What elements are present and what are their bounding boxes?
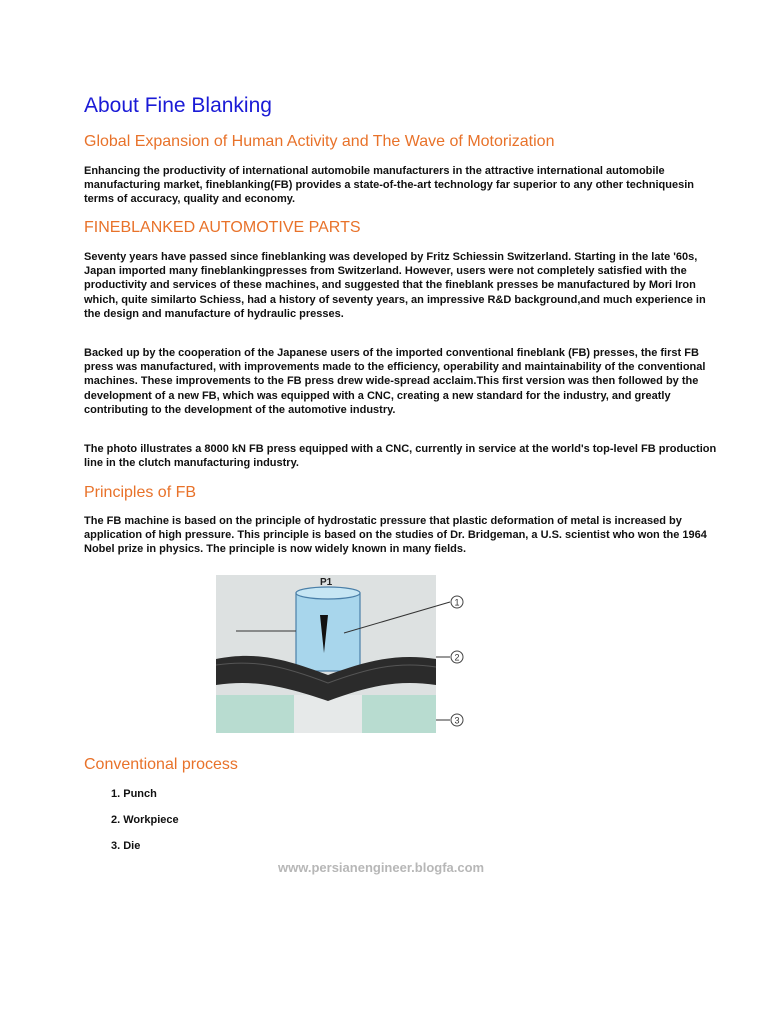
list-item: 1. Punch	[111, 788, 157, 800]
list-item: 3. Die	[111, 840, 141, 852]
section-heading-global-expansion: Global Expansion of Human Activity and The Wave of Motorization	[84, 133, 555, 150]
section-heading-conventional-process: Conventional process	[84, 756, 238, 773]
paragraph-cooperation: Backed up by the cooperation of the Japanese users of the imported conventional fineblank (FB) presses, the first FB press was manufactured, with improvements made to the efficiency, operability and maintainability of the conventional machines. These improvements to the FB press drew wide-spread acclaim.This first version was then followed by the development of a new FB, which was equipped with a CNC, creating a new standard for the industry, and greatly contributing to the development of the automotive industry.	[84, 347, 706, 416]
paragraph-history: Seventy years have passed since fineblanking was developed by Fritz Schiessin Switzerland. Starting in the late '60s, Japan imported many fineblankingpresses from Switzerland. However, users were not completely satisfied with the productivity and services of these machines, and suggested that the fineblank presses be manufactured by Mori Iron which, quite similarto Schiess, had a history of seventy years, an impressive R&D background,and much experience in the design and manufacture of hydraulic presses.	[84, 251, 706, 320]
section-heading-principles: Principles of FB	[84, 484, 197, 501]
paragraph-intro: Enhancing the productivity of international automobile manufacturers in the attractive international automobile manufacturing market, fineblanking(FB) provides a state-of-the-art technology far superior to any other techniquesin terms of accuracy, quality and economy.	[84, 165, 694, 206]
list-item: 2. Workpiece	[111, 814, 179, 826]
paragraph-photo-caption: The photo illustrates a 8000 kN FB press equipped with a CNC, currently in service at the world's top-level FB production line in the clutch manufacturing industry.	[84, 443, 717, 470]
punch-top	[296, 587, 360, 599]
die-left	[216, 695, 294, 733]
p1-label: P1	[320, 577, 333, 588]
website-url[interactable]: www.persianengineer.blogfa.com	[278, 860, 485, 875]
section-heading-fineblanked-parts: FINEBLANKED AUTOMOTIVE PARTS	[84, 219, 361, 236]
die-right	[362, 695, 436, 733]
callout-3-label: 3	[454, 715, 460, 726]
fine-blanking-diagram	[216, 575, 466, 733]
page-title: About Fine Blanking	[84, 94, 272, 117]
punch	[296, 593, 360, 671]
paragraph-principles: The FB machine is based on the principle of hydrostatic pressure that plastic deformation of metal is increased by application of high pressure. This principle is based on the studies of Dr. Bridgeman, a U.S. scientist who won the 1964 Nobel prize in physics. The principle is now widely known in many fields.	[84, 515, 707, 556]
callout-1-label: 1	[454, 597, 460, 608]
callout-2-label: 2	[454, 652, 460, 663]
process-parts-list	[111, 787, 179, 865]
